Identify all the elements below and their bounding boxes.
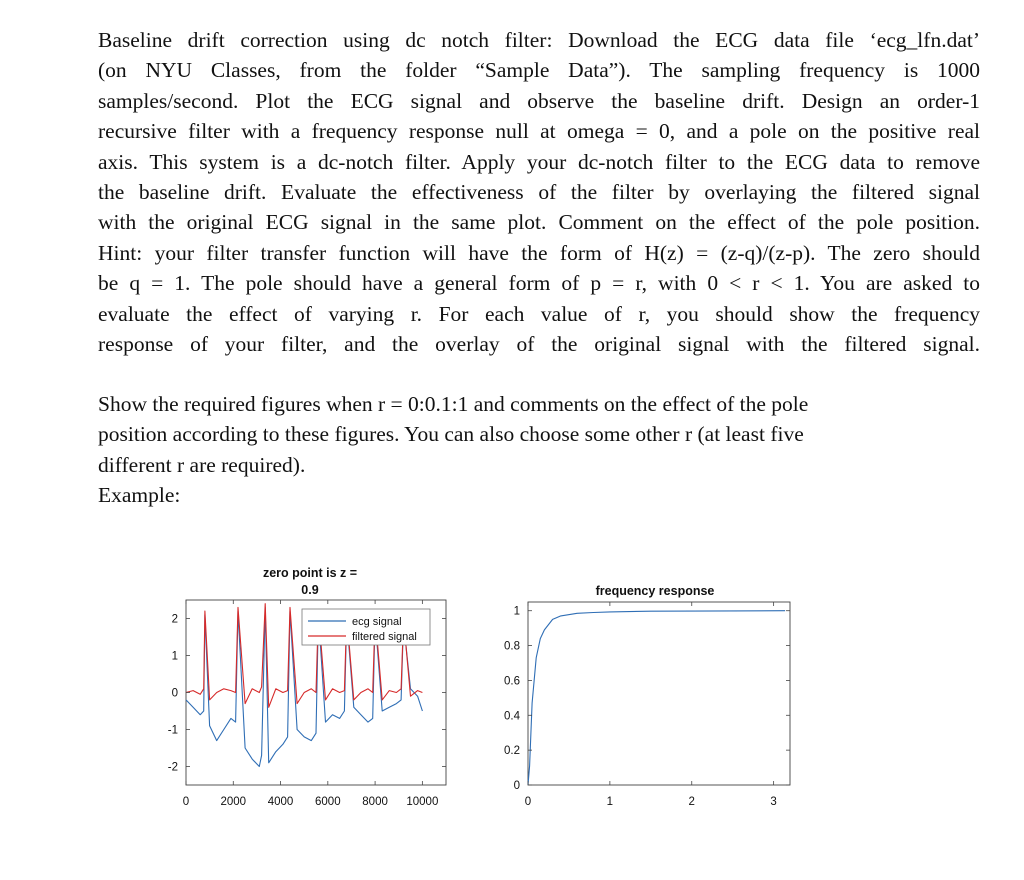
x-tick-label: 2 <box>688 796 695 808</box>
y-tick-label: 0.8 <box>504 640 520 653</box>
problem-statement <box>98 25 980 359</box>
x-tick-label: 2000 <box>220 796 247 808</box>
y-tick-label: 1 <box>513 605 520 618</box>
chart-title: zero point is z = <box>262 566 358 580</box>
y-tick-label: 1 <box>171 650 178 663</box>
problem-line: Baseline drift correction using dc notch filter: Download the ECG data file ‘ecg_lfn.dat’ <box>98 28 980 52</box>
y-tick-label: -1 <box>167 724 178 737</box>
instructions-line: different r are required). <box>98 452 306 477</box>
y-tick-label: 0 <box>513 780 520 792</box>
instructions <box>98 389 938 480</box>
chart-subtitle: 0.9 <box>301 583 319 597</box>
ecg-chart <box>168 566 446 808</box>
x-tick-label: 4000 <box>267 796 294 808</box>
x-tick-label: 8000 <box>362 796 388 808</box>
x-tick-label: 0 <box>524 796 532 808</box>
problem-line: with the original ECG signal in the same plot. Comment on the effect of the pole position. <box>98 210 980 235</box>
example-figure <box>150 555 810 820</box>
y-tick-label: 0 <box>171 687 178 700</box>
y-tick-label: 0.4 <box>504 710 520 723</box>
x-tick-label: 1 <box>606 796 614 808</box>
x-tick-label: 0 <box>182 796 190 808</box>
y-tick-label: -2 <box>167 761 178 774</box>
instructions-line: Show the required figures when r = 0:0.1:1 and comments on the effect of the pole <box>98 392 809 416</box>
legend-label-filtered: filtered signal <box>352 631 417 643</box>
plot-area <box>528 602 790 785</box>
x-tick-label: 3 <box>770 796 777 808</box>
problem-line: response of your filter, and the overlay of the original signal with the filtered signal. <box>98 332 980 357</box>
frequency-response-chart <box>504 584 790 808</box>
problem-line: evaluate the effect of varying r. For each value of r, you should show the frequency <box>98 301 980 326</box>
y-tick-label: 0.6 <box>504 675 520 688</box>
problem-line: recursive filter with a frequency response null at omega = 0, and a pole on the positive real <box>98 119 980 144</box>
x-tick-label: 6000 <box>315 796 341 808</box>
example-label: Example: <box>98 483 181 507</box>
legend-label-ecg: ecg signal <box>352 616 402 628</box>
instructions-line: position according to these figures. You can also choose some other r (at least five <box>98 422 804 447</box>
y-tick-label: 2 <box>171 613 178 626</box>
problem-line: axis. This system is a dc-notch filter. Apply your dc-notch filter to the ECG data to remove <box>98 149 980 174</box>
y-tick-label: 0.2 <box>504 745 520 758</box>
problem-line: samples/second. Plot the ECG signal and observe the baseline drift. Design an order-1 <box>98 88 980 113</box>
legend <box>302 609 430 645</box>
problem-line: the baseline drift. Evaluate the effectiveness of the filter by overlaying the filtered signal <box>98 180 980 205</box>
x-tick-label: 10000 <box>406 796 439 808</box>
chart-title: frequency response <box>595 584 715 598</box>
problem-line: Hint: your filter transfer function will have the form of H(z) = (z-q)/(z-p). The zero should <box>98 240 980 265</box>
figure-canvas <box>150 555 810 820</box>
problem-line: be q = 1. The pole should have a general form of p = r, with 0 < r < 1. You are asked to <box>98 271 980 296</box>
problem-line: (on NYU Classes, from the folder “Sample Data”). The sampling frequency is 1000 <box>98 58 980 83</box>
